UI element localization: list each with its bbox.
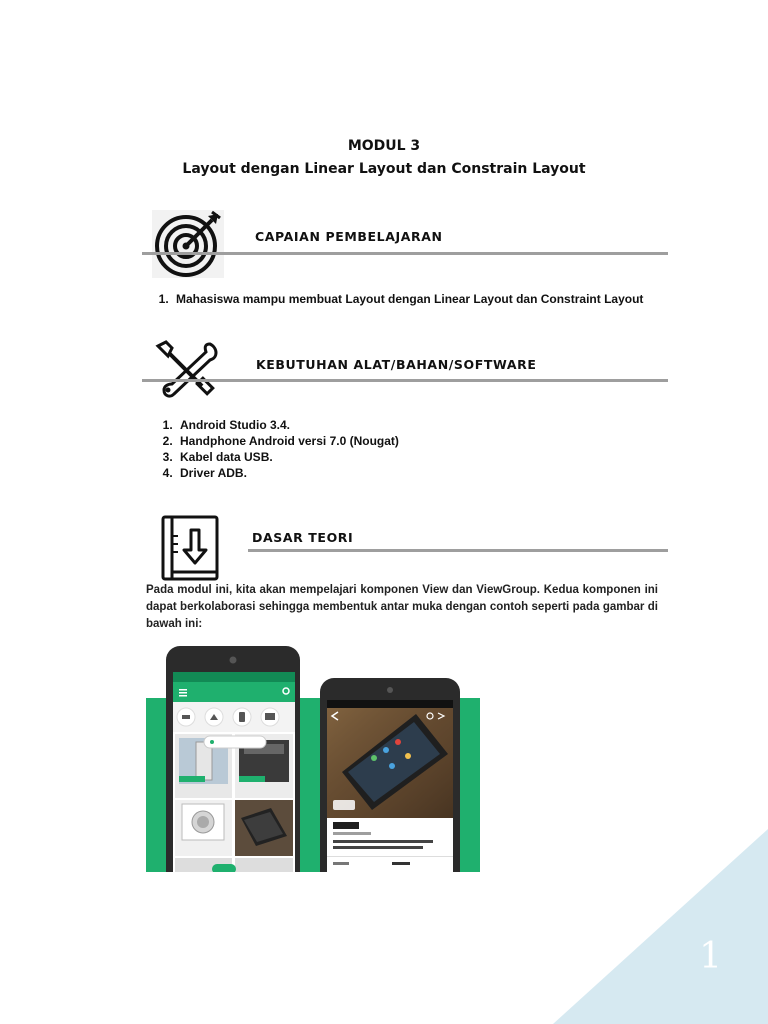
list-item: 3. Kabel data USB. xyxy=(176,449,696,465)
phones-illustration xyxy=(146,640,480,872)
list-item: 4. Driver ADB. xyxy=(176,465,696,481)
dasar-rule xyxy=(248,549,668,552)
list-item: 1. Android Studio 3.4. xyxy=(176,417,696,433)
phones-figure xyxy=(146,640,480,872)
tools-icon xyxy=(152,340,222,400)
module-subtitle: Layout dengan Linear Layout dan Constrain Layout xyxy=(182,161,586,177)
dasar-paragraph: Pada modul ini, kita akan mempelajari komponen View dan ViewGroup. Kedua komponen ini dapat berkolaborasi sehingga membentuk antar muka dengan contoh seperti pada gambar di bawah ini: xyxy=(146,584,658,630)
kebutuhan-heading: KEBUTUHAN ALAT/BAHAN/SOFTWARE xyxy=(256,357,537,372)
list-item: 1. Mahasiswa mampu membuat Layout dengan Linear Layout dan Constraint Layout xyxy=(172,291,712,307)
dasar-heading: DASAR TEORI xyxy=(252,530,354,545)
capaian-heading: CAPAIAN PEMBELAJARAN xyxy=(255,229,443,244)
kebutuhan-list xyxy=(146,417,696,481)
capaian-rule xyxy=(142,252,668,255)
capaian-list xyxy=(142,291,712,307)
kebutuhan-rule xyxy=(142,379,668,382)
target-icon xyxy=(152,210,224,278)
page-number: 1 xyxy=(699,936,722,977)
module-title: MODUL 3 xyxy=(347,138,421,154)
book-download-icon xyxy=(160,514,220,582)
list-item: 2. Handphone Android versi 7.0 (Nougat) xyxy=(176,433,696,449)
corner-decoration xyxy=(553,829,768,1024)
